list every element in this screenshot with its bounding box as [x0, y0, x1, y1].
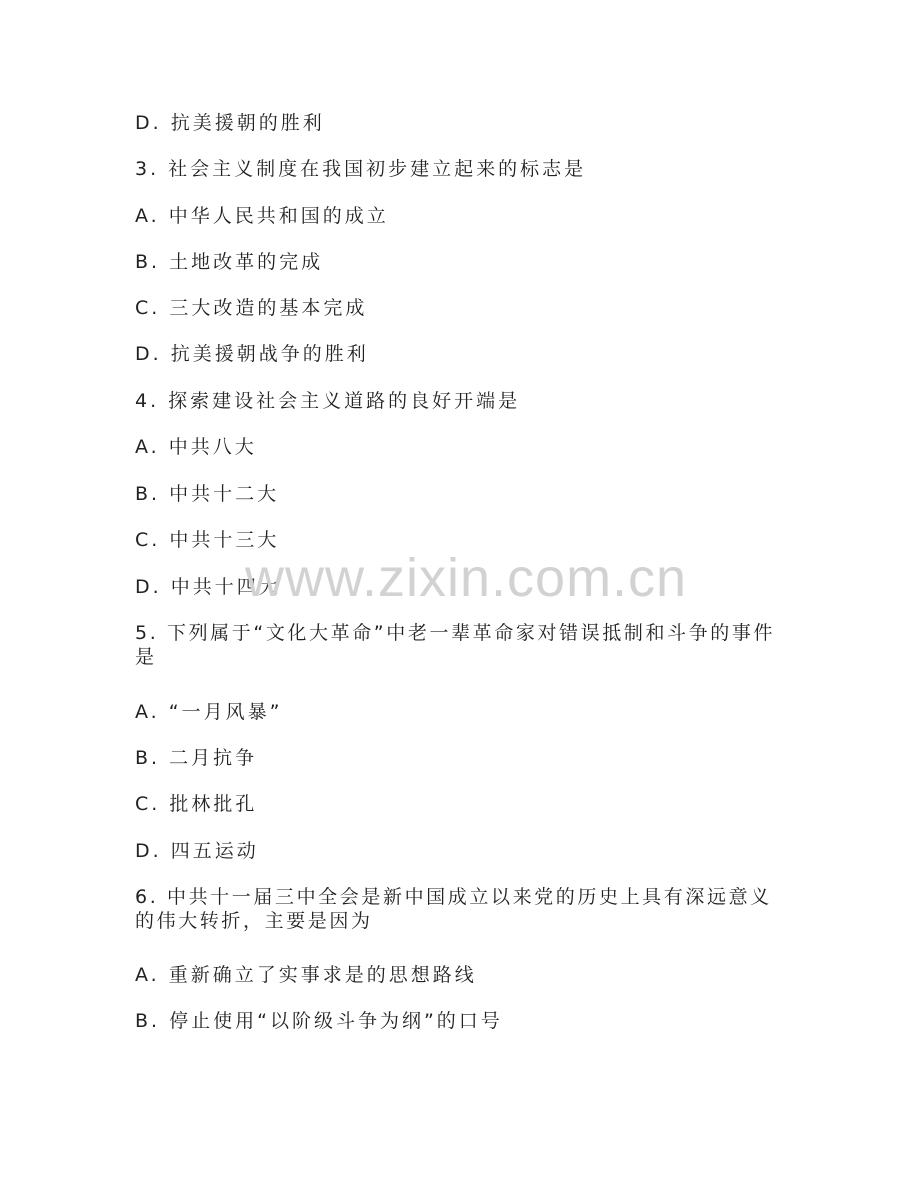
answer-option-b: B. 中共十二大 — [135, 483, 280, 505]
answer-option-a: A. “一月风暴” — [135, 701, 283, 723]
answer-option-b: B. 土地改革的完成 — [135, 251, 324, 273]
answer-option-b: B. 二月抗争 — [135, 747, 258, 769]
answer-option-a: A. 中共八大 — [135, 436, 257, 458]
answer-option-c: C. 三大改造的基本完成 — [135, 297, 368, 319]
answer-option-a: A. 重新确立了实事求是的思想路线 — [135, 964, 477, 986]
question-4: 4. 探索建设社会主义道路的良好开端是 — [135, 390, 521, 412]
answer-option-c: C. 批林批孔 — [135, 793, 258, 815]
answer-option-a: A. 中华人民共和国的成立 — [135, 205, 389, 227]
answer-option-c: C. 中共十三大 — [135, 529, 280, 551]
answer-option-d: D. 抗美援朝战争的胜利 — [135, 343, 369, 365]
answer-option-d: D. 四五运动 — [135, 840, 259, 862]
question-6: 6. 中共十一届三中全会是新中国成立以来党的历史上具有深远意义的伟大转折，主要是因为 — [135, 886, 772, 932]
answer-option-d: D. 中共十四大 — [135, 576, 281, 598]
question-3: 3. 社会主义制度在我国初步建立起来的标志是 — [135, 158, 587, 180]
watermark-text: www.zixin.com.cn — [245, 548, 688, 608]
answer-option-b: B. 停止使用“以阶级斗争为纲”的口号 — [135, 1010, 503, 1032]
answer-option-d: D. 抗美援朝的胜利 — [135, 112, 325, 134]
question-5: 5. 下列属于“文化大革命”中老一辈革命家对错误抵制和斗争的事件是 — [135, 622, 776, 668]
